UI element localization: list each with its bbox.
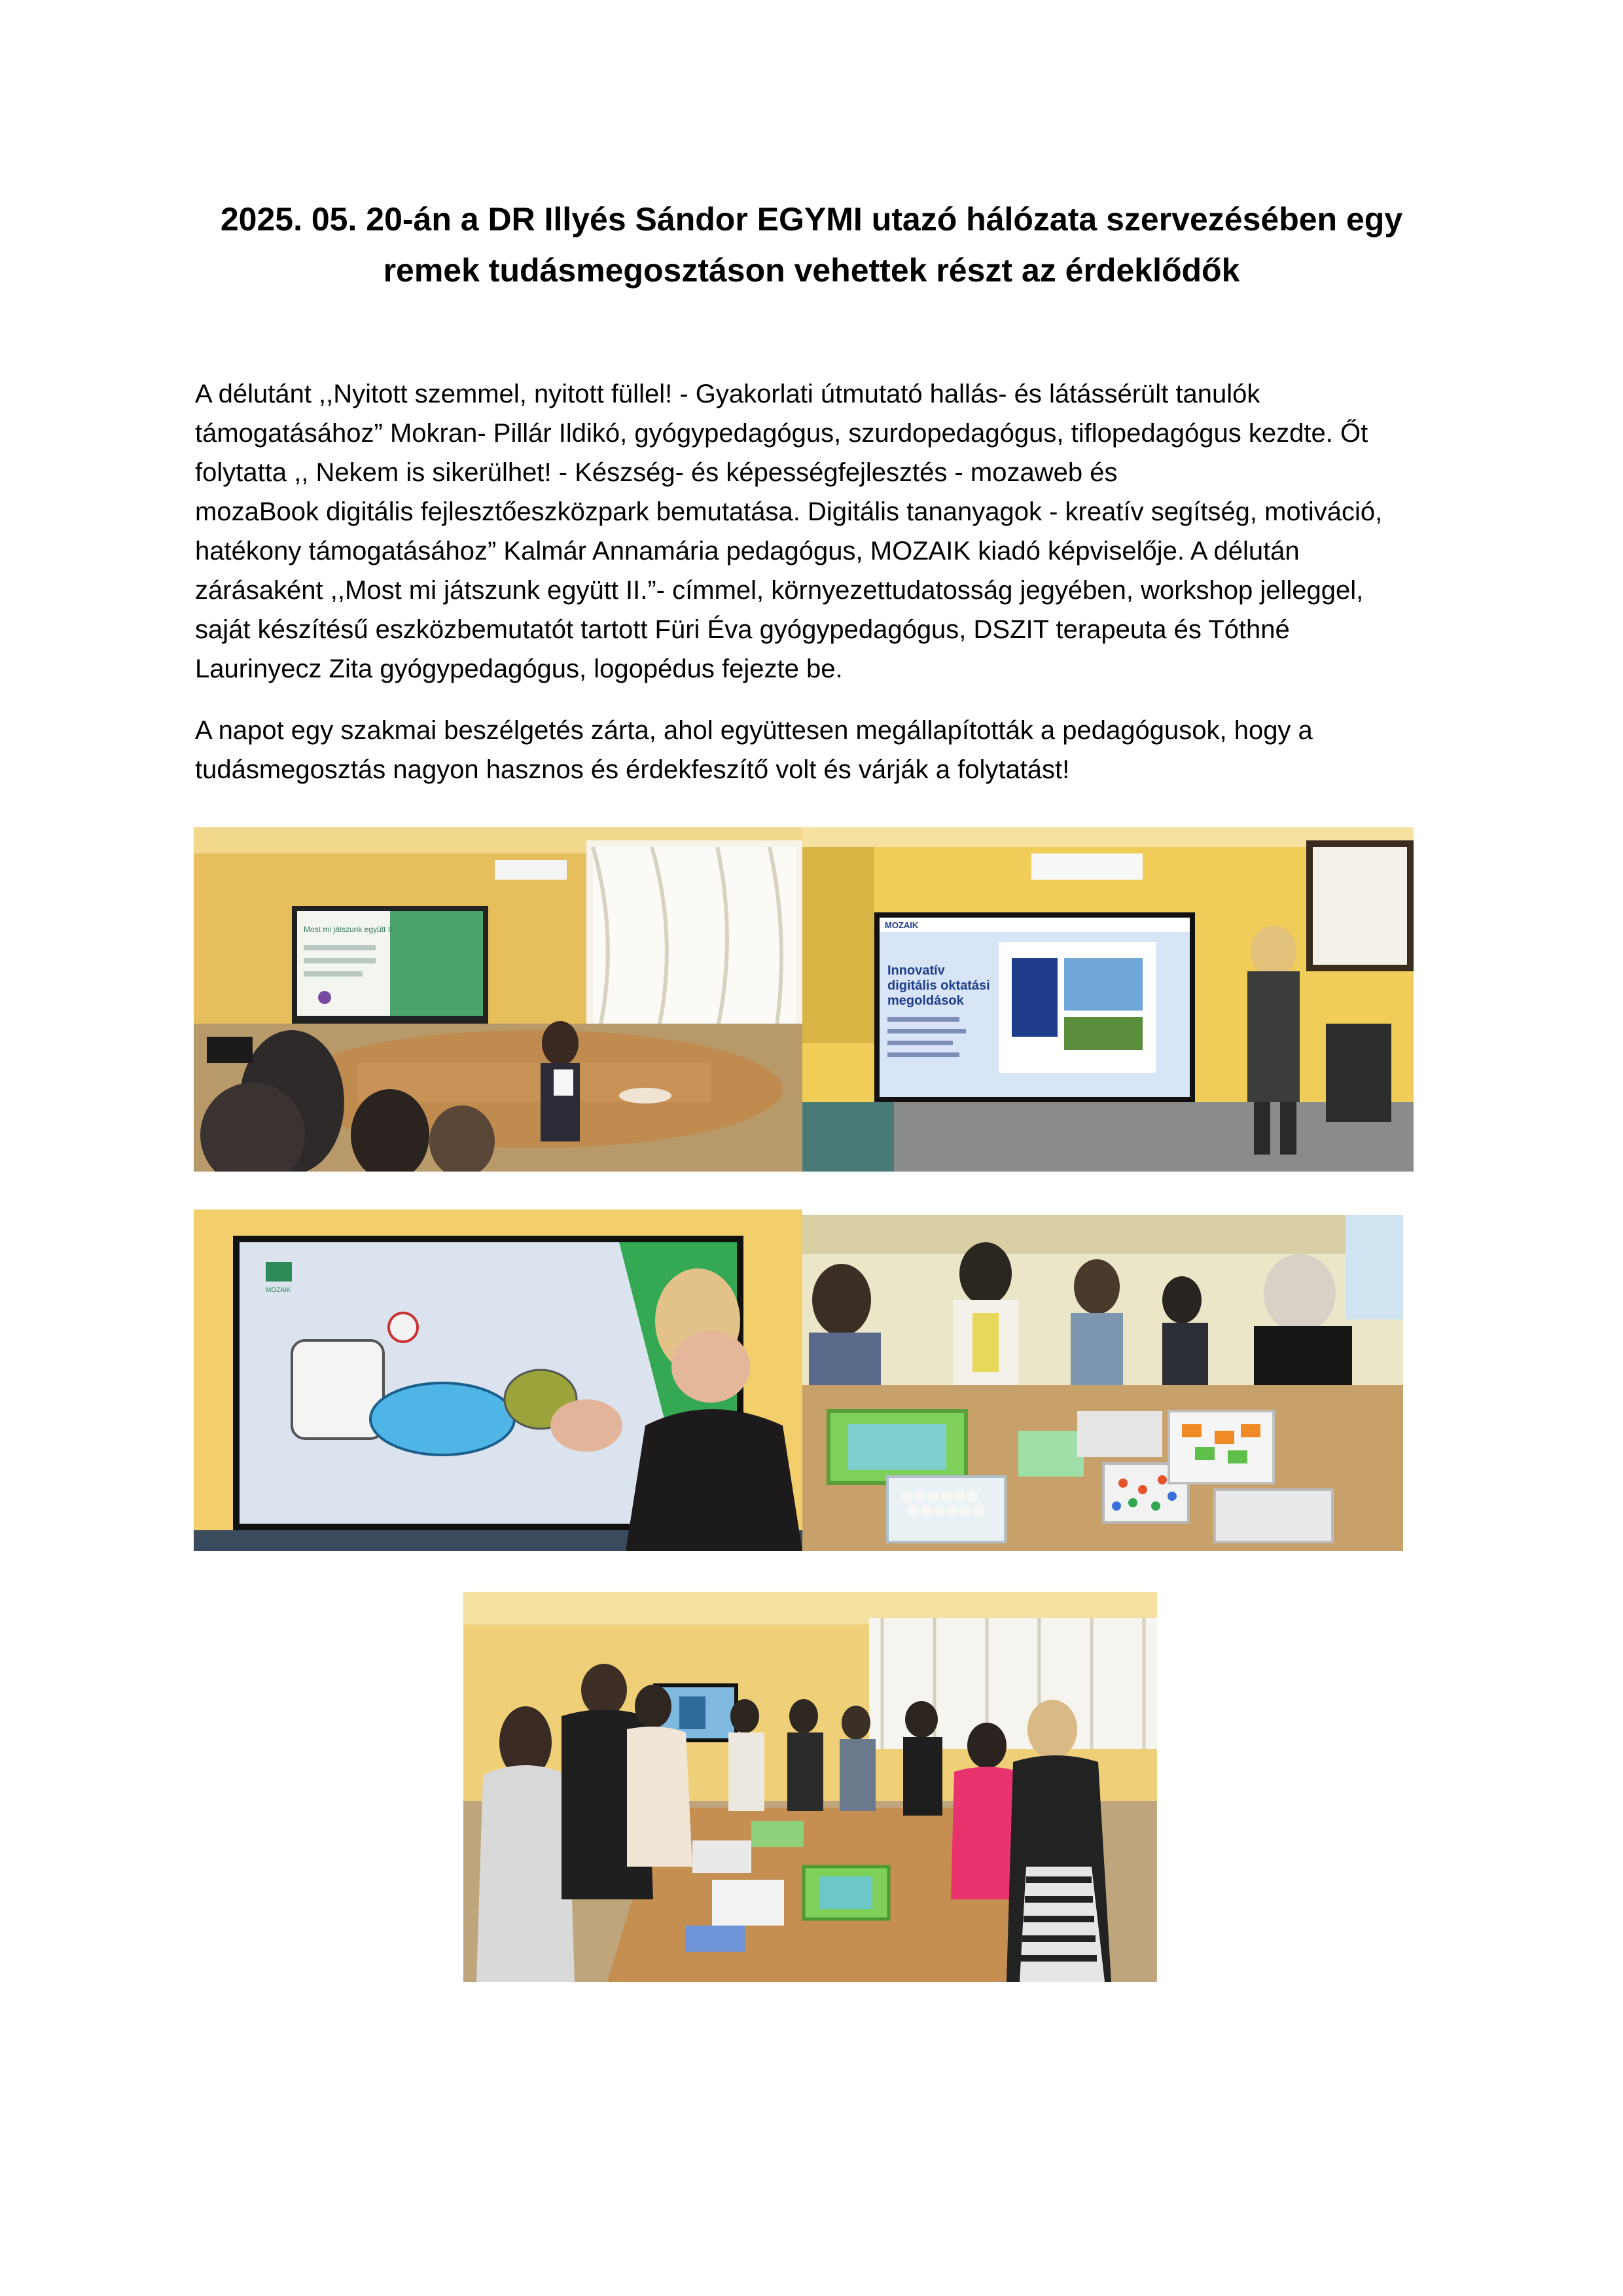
paragraph-closing — [195, 711, 1446, 789]
paragraph-line: folytatta ,, Nekem is sikerülhet! - Készség- és képességfejlesztés - mozaweb és — [195, 458, 1118, 487]
photo-mozaik-presentation — [802, 827, 1414, 1172]
paragraph-line: A délutánt ,,Nyitott szemmel, nyitott füllel! - Gyakorlati útmutató hallás- és látássérült tanulók — [195, 380, 1260, 408]
screen-heading-line-2: digitális oktatási — [887, 978, 990, 993]
paragraph-line: zárásaként ,,Most mi játszunk együtt II.”- címmel, környezettudatosság jegyében, workshop jelleggel, — [195, 576, 1364, 605]
photo-illustration-presenter — [194, 1210, 802, 1551]
photo-workshop-materials — [802, 1215, 1403, 1551]
document-title — [190, 194, 1433, 296]
screen-brand: MOZAIK — [885, 920, 919, 930]
paragraph-line: Laurinyecz Zita gyógypedagógus, logopédus fejezte be. — [195, 655, 843, 683]
paragraph-intro — [195, 374, 1446, 689]
paragraph-line: tudásmegosztás nagyon hasznos és érdekfeszítő volt és várják a folytatást! — [195, 755, 1070, 784]
title-line-1: 2025. 05. 20-án a DR Illyés Sándor EGYMI utazó hálózata szervezésében egy — [220, 201, 1403, 238]
paragraph-line: mozaBook digitális fejlesztőeszközpark bemutatása. Digitális tananyagok - kreatív segítség, motiváció, — [195, 497, 1383, 526]
photo-mozaik-presentation-image — [802, 827, 1414, 1172]
title-line-2: remek tudásmegosztáson vehettek részt az érdeklődők — [383, 252, 1240, 289]
photo-presentation-room-image — [194, 827, 802, 1172]
photo-group-discussion-image — [463, 1592, 1157, 1982]
photo-presentation-room — [194, 827, 802, 1172]
screen-heading-line-3: megoldások — [887, 994, 964, 1008]
photo-group-discussion — [463, 1592, 1157, 1982]
screen-heading: Most mi játszunk együtt II. — [304, 925, 395, 934]
screen-heading-line-1: Innovatív — [887, 963, 945, 978]
paragraph-line: támogatásához” Mokran- Pillár Ildikó, gyógypedagógus, szurdopedagógus, tiflopedagógus kezdte. Őt — [195, 419, 1368, 448]
paragraph-line: saját készítésű eszközbemutatót tartott Füri Éva gyógypedagógus, DSZIT terapeuta és Tóthné — [195, 615, 1290, 644]
screen-logo: MOZAIK — [266, 1287, 291, 1294]
paragraph-line: A napot egy szakmai beszélgetés zárta, ahol együttesen megállapították a pedagógusok, hogy a — [195, 716, 1313, 745]
photo-illustration-presenter-image — [194, 1210, 802, 1551]
photo-workshop-materials-image — [802, 1215, 1403, 1551]
paragraph-line: hatékony támogatásához” Kalmár Annamária pedagógus, MOZAIK kiadó képviselője. A délután — [195, 537, 1300, 565]
